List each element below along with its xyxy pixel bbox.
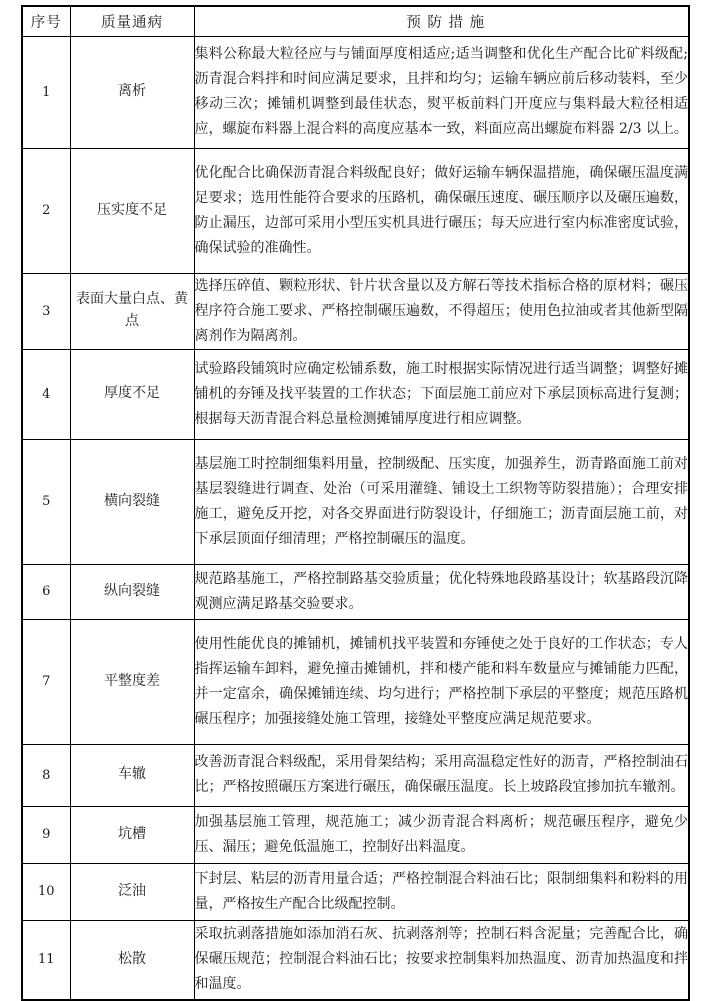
defect-name-cell: 纵向裂缝 bbox=[70, 564, 194, 619]
table-row bbox=[22, 439, 689, 564]
prevention-measure-text: 加强基层施工管理，规范施工；减少沥青混合料离析；规范碾压程序，避免少压、漏压；避免低温施工，控制好出料温度。 bbox=[194, 813, 688, 855]
prevention-measure-cell bbox=[194, 36, 689, 148]
prevention-measure-cell bbox=[194, 619, 689, 744]
prevention-measure-text: 优化配合比确保沥青混合料级配良好；做好运输车辆保温措施，确保碾压温度满足要求；选用性能符合要求的压路机，确保碾压速度、碾压顺序以及碾压遍数，防止漏压，边部可采用小型压实机具进行碾压；每天应进行室内标准密度试验，确保试验的准确性。 bbox=[194, 164, 688, 256]
row-index-cell: 9 bbox=[22, 806, 70, 863]
quality-defects-table bbox=[21, 5, 690, 1001]
prevention-measure-text: 基层施工时控制细集料用量，控制级配、压实度，加强养生，沥青路面施工前对基层裂缝进行调查、处治（可采用灌缝、铺设土工织物等防裂措施）；合理安排施工，避免反开挖，对各交界面进行防裂设计，仔细施工；沥青面层施工前，对下承层顶面仔细清理；严格控制碾压的温度。 bbox=[194, 455, 688, 547]
table-row bbox=[22, 920, 689, 1000]
prevention-measure-text: 试验路段铺筑时应确定松铺系数，施工时根据实际情况进行适当调整；调整好摊铺机的夯锤及找平装置的工作状态；下面层施工前应对下承层顶标高进行复测；根据每天沥青混合料总量检测摊铺厚度进行相应调整。 bbox=[194, 360, 688, 427]
prevention-measure-text: 下封层、粘层的沥青用量合适；严格控制混合料油石比；限制细集料和粉料的用量，严格按生产配合比级配控制。 bbox=[194, 870, 688, 912]
table-header-row bbox=[22, 6, 689, 36]
row-index-cell: 7 bbox=[22, 619, 70, 744]
prevention-measure-cell bbox=[194, 349, 689, 439]
table-row bbox=[22, 273, 689, 349]
table-body bbox=[22, 36, 689, 1000]
defect-name-cell: 横向裂缝 bbox=[70, 439, 194, 564]
row-index-cell: 5 bbox=[22, 439, 70, 564]
defect-name-cell: 表面大量白点、黄点 bbox=[70, 273, 194, 349]
defect-name-cell: 坑槽 bbox=[70, 806, 194, 863]
defect-name-cell: 压实度不足 bbox=[70, 148, 194, 273]
table-row bbox=[22, 806, 689, 863]
row-index-cell: 1 bbox=[22, 36, 70, 148]
column-header-defect: 质量通病 bbox=[70, 6, 194, 36]
prevention-measure-cell bbox=[194, 273, 689, 349]
table-container bbox=[21, 5, 688, 1001]
table-row bbox=[22, 349, 689, 439]
prevention-measure-text: 使用性能优良的摊铺机，摊铺机找平装置和夯锤使之处于良好的工作状态；专人指挥运输车卸料，避免撞击摊铺机，拌和楼产能和料车数量应与摊铺能力匹配，并一定富余，确保摊铺连续、均匀进行；严格控制下承层的平整度；规范压路机碾压程序；加强接缝处施工管理，接缝处平整度应满足规范要求。 bbox=[194, 635, 688, 727]
row-index-cell: 10 bbox=[22, 863, 70, 920]
defect-name-cell: 平整度差 bbox=[70, 619, 194, 744]
row-index-cell: 11 bbox=[22, 920, 70, 1000]
table-row bbox=[22, 148, 689, 273]
row-index-cell: 3 bbox=[22, 273, 70, 349]
table-row bbox=[22, 564, 689, 619]
prevention-measure-text: 改善沥青混合料级配，采用骨架结构；采用高温稳定性好的沥青，严格控制油石比；严格按照碾压方案进行碾压，确保碾压温度。长上坡路段宜掺加抗车辙剂。 bbox=[194, 754, 688, 795]
prevention-measure-cell bbox=[194, 564, 689, 619]
column-header-index: 序号 bbox=[22, 6, 70, 36]
prevention-measure-text: 选择压碎值、颗粒形状、针片状含量以及方解石等技术指标合格的原材料；碾压程序符合施工要求、严格控制碾压遍数，不得超压；使用色拉油或者其他新型隔离剂作为隔离剂。 bbox=[194, 277, 688, 344]
defect-name-cell: 车辙 bbox=[70, 744, 194, 806]
prevention-measure-cell bbox=[194, 439, 689, 564]
column-header-measure: 预 防 措 施 bbox=[194, 6, 689, 36]
table-row bbox=[22, 863, 689, 920]
prevention-measure-cell bbox=[194, 920, 689, 1000]
prevention-measure-cell bbox=[194, 863, 689, 920]
prevention-measure-cell bbox=[194, 744, 689, 806]
table-header bbox=[22, 6, 689, 36]
prevention-measure-text: 采取抗剥落措施如添加消石灰、抗剥落剂等；控制石料含泥量；完善配合比，确保碾压规范；控制混合料油石比；按要求控制集料加热温度、沥青加热温度和拌和温度。 bbox=[194, 926, 688, 993]
defect-name-cell: 离析 bbox=[70, 36, 194, 148]
defect-name-cell: 松散 bbox=[70, 920, 194, 1000]
row-index-cell: 4 bbox=[22, 349, 70, 439]
table-row bbox=[22, 36, 689, 148]
row-index-cell: 6 bbox=[22, 564, 70, 619]
defect-name-cell: 泛油 bbox=[70, 863, 194, 920]
prevention-measure-cell bbox=[194, 806, 689, 863]
row-index-cell: 2 bbox=[22, 148, 70, 273]
row-index-cell: 8 bbox=[22, 744, 70, 806]
prevention-measure-text: 规范路基施工，严格控制路基交验质量；优化特殊地段路基设计；软基路段沉降观测应满足路基交验要求。 bbox=[194, 570, 688, 612]
table-row bbox=[22, 744, 689, 806]
table-row bbox=[22, 619, 689, 744]
prevention-measure-cell bbox=[194, 148, 689, 273]
prevention-measure-text: 集料公称最大粒径应与与铺面厚度相适应;适当调整和优化生产配合比矿料级配;沥青混合料拌和时间应满足要求，且拌和均匀；运输车辆应前后移动装料，至少移动三次；摊铺机调整到最佳状态，熨平板前料门开度应与集料最大粒径相适应，螺旋布料器上混合料的高度应基本一致，料面应高出螺旋布料器 2/3 以上。 bbox=[194, 46, 688, 137]
defect-name-cell: 厚度不足 bbox=[70, 349, 194, 439]
